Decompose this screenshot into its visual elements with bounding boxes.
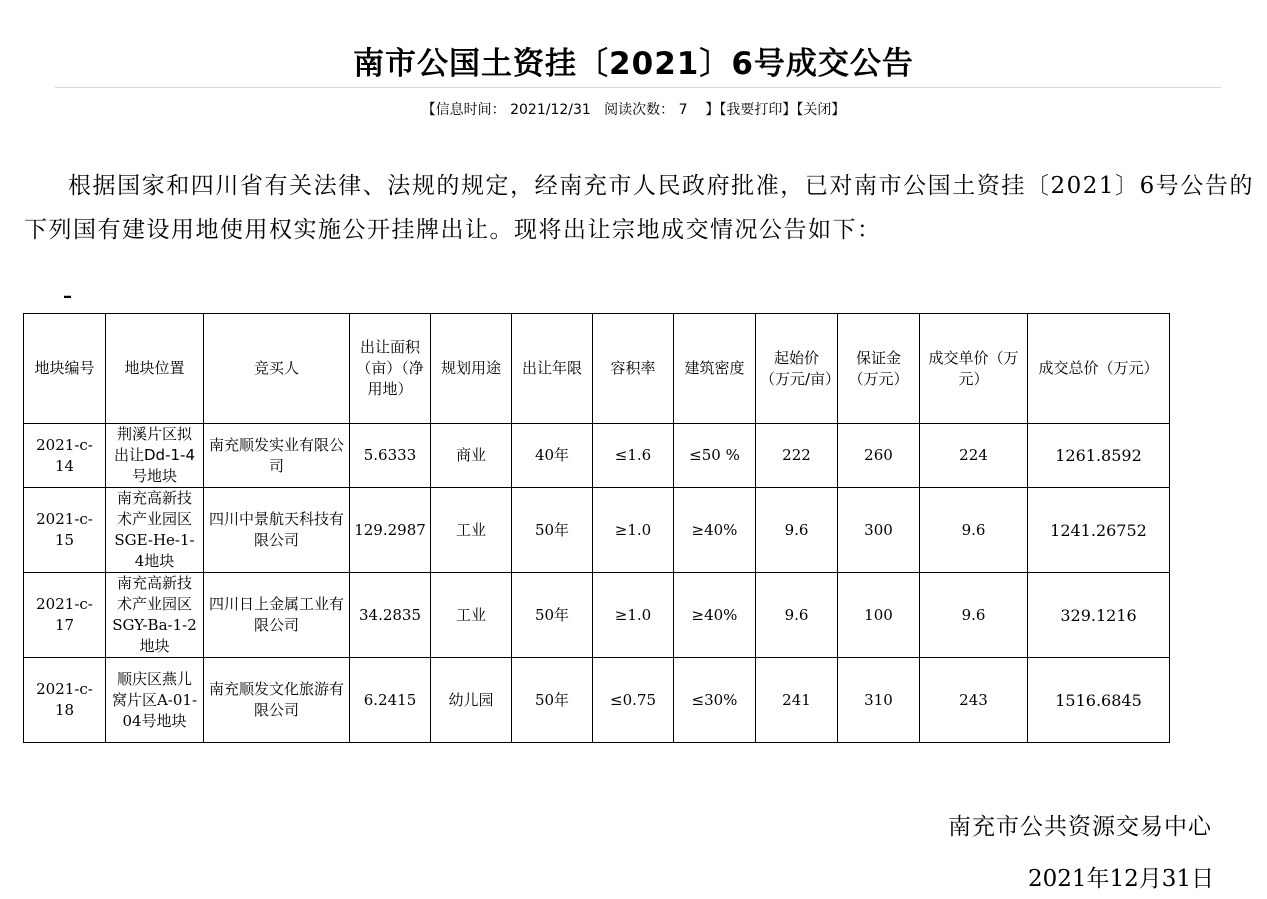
- dash-mark: –: [63, 286, 72, 307]
- table-cell: 100: [838, 573, 920, 658]
- info-time-label: 【信息时间：: [421, 102, 506, 118]
- table-row: [24, 573, 1170, 658]
- intro-paragraph: 根据国家和四川省有关法律、法规的规定，经南充市人民政府批准，已对南市公国土资挂〔2021〕6号公告的下列国有建设用地使用权实施公开挂牌出让。现将出让宗地成交情况公告如下：: [24, 173, 1254, 243]
- table-cell: 1241.26752: [1028, 488, 1170, 573]
- table-cell: 顺庆区燕儿窝片区A-01-04号地块: [106, 658, 204, 743]
- header-cell: 地块位置: [106, 314, 204, 424]
- table-cell: 310: [838, 658, 920, 743]
- table-cell: 1261.8592: [1028, 424, 1170, 488]
- header-cell: 成交单价（万元）: [920, 314, 1028, 424]
- table-header-row: [24, 314, 1170, 424]
- table-cell: 9.6: [756, 488, 838, 573]
- table-cell: 50年: [512, 573, 593, 658]
- header-cell: 出让年限: [512, 314, 593, 424]
- table-cell: 9.6: [920, 488, 1028, 573]
- header-cell: 成交总价（万元）: [1028, 314, 1170, 424]
- table-cell: 2021-c-14: [24, 424, 106, 488]
- table-cell: ≤50 %: [674, 424, 756, 488]
- info-date: 2021/12/31: [505, 102, 591, 118]
- signature-org: 南充市公共资源交易中心: [948, 814, 1212, 840]
- table-cell: 9.6: [920, 573, 1028, 658]
- info-bracket-close: 】: [687, 102, 720, 118]
- signature-date: 2021年12月31日: [1028, 866, 1215, 892]
- table-cell: 50年: [512, 488, 593, 573]
- table-cell: 四川日上金属工业有限公司: [204, 573, 350, 658]
- info-bar: [0, 99, 1267, 119]
- table-cell: 5.6333: [350, 424, 431, 488]
- table-cell: ≤30%: [674, 658, 756, 743]
- results-table: [23, 313, 1170, 743]
- table-cell: 222: [756, 424, 838, 488]
- read-count-label: 阅读次数：: [590, 102, 675, 118]
- table-cell: 40年: [512, 424, 593, 488]
- header-cell: 竞买人: [204, 314, 350, 424]
- table-cell: ≥40%: [674, 573, 756, 658]
- header-cell: 规划用途: [431, 314, 512, 424]
- header-cell: 建筑密度: [674, 314, 756, 424]
- table-cell: 工业: [431, 488, 512, 573]
- table-cell: 329.1216: [1028, 573, 1170, 658]
- table-cell: 南充高新技术产业园区SGE-He-1-4地块: [106, 488, 204, 573]
- divider: [55, 87, 1221, 88]
- table-cell: ≥1.0: [593, 573, 674, 658]
- table-cell: 四川中景航天科技有限公司: [204, 488, 350, 573]
- table-cell: ≥40%: [674, 488, 756, 573]
- header-cell: 出让面积（亩）（净用地）: [350, 314, 431, 424]
- table-cell: 2021-c-18: [24, 658, 106, 743]
- table-cell: 1516.6845: [1028, 658, 1170, 743]
- page-title: 南市公国土资挂〔2021〕6号成交公告: [353, 46, 914, 82]
- table-cell: 商业: [431, 424, 512, 488]
- table-cell: 工业: [431, 573, 512, 658]
- table-cell: 6.2415: [350, 658, 431, 743]
- table-cell: 241: [756, 658, 838, 743]
- table-cell: 260: [838, 424, 920, 488]
- table-cell: 南充高新技术产业园区SGY-Ba-1-2地块: [106, 573, 204, 658]
- table-cell: ≤0.75: [593, 658, 674, 743]
- table-cell: ≥1.0: [593, 488, 674, 573]
- header-cell: 保证金（万元）: [838, 314, 920, 424]
- table-cell: 南充顺发实业有限公司: [204, 424, 350, 488]
- table-cell: 南充顺发文化旅游有限公司: [204, 658, 350, 743]
- table-cell: 荆溪片区拟出让Dd-1-4号地块: [106, 424, 204, 488]
- table-cell: 2021-c-17: [24, 573, 106, 658]
- table-cell: 224: [920, 424, 1028, 488]
- table-cell: 243: [920, 658, 1028, 743]
- header-cell: 地块编号: [24, 314, 106, 424]
- table-cell: 50年: [512, 658, 593, 743]
- table-cell: ≤1.6: [593, 424, 674, 488]
- table-cell: 129.2987: [350, 488, 431, 573]
- table-cell: 2021-c-15: [24, 488, 106, 573]
- table-cell: 幼儿园: [431, 658, 512, 743]
- header-cell: 容积率: [593, 314, 674, 424]
- table-row: [24, 658, 1170, 743]
- close-link[interactable]: 【关闭】: [796, 102, 846, 118]
- read-count: 7: [674, 102, 688, 118]
- table-row: [24, 424, 1170, 488]
- print-link[interactable]: 【我要打印】: [719, 102, 797, 118]
- table-cell: 34.2835: [350, 573, 431, 658]
- table-row: [24, 488, 1170, 573]
- header-cell: 起始价（万元/亩）: [756, 314, 838, 424]
- table-cell: 9.6: [756, 573, 838, 658]
- table-cell: 300: [838, 488, 920, 573]
